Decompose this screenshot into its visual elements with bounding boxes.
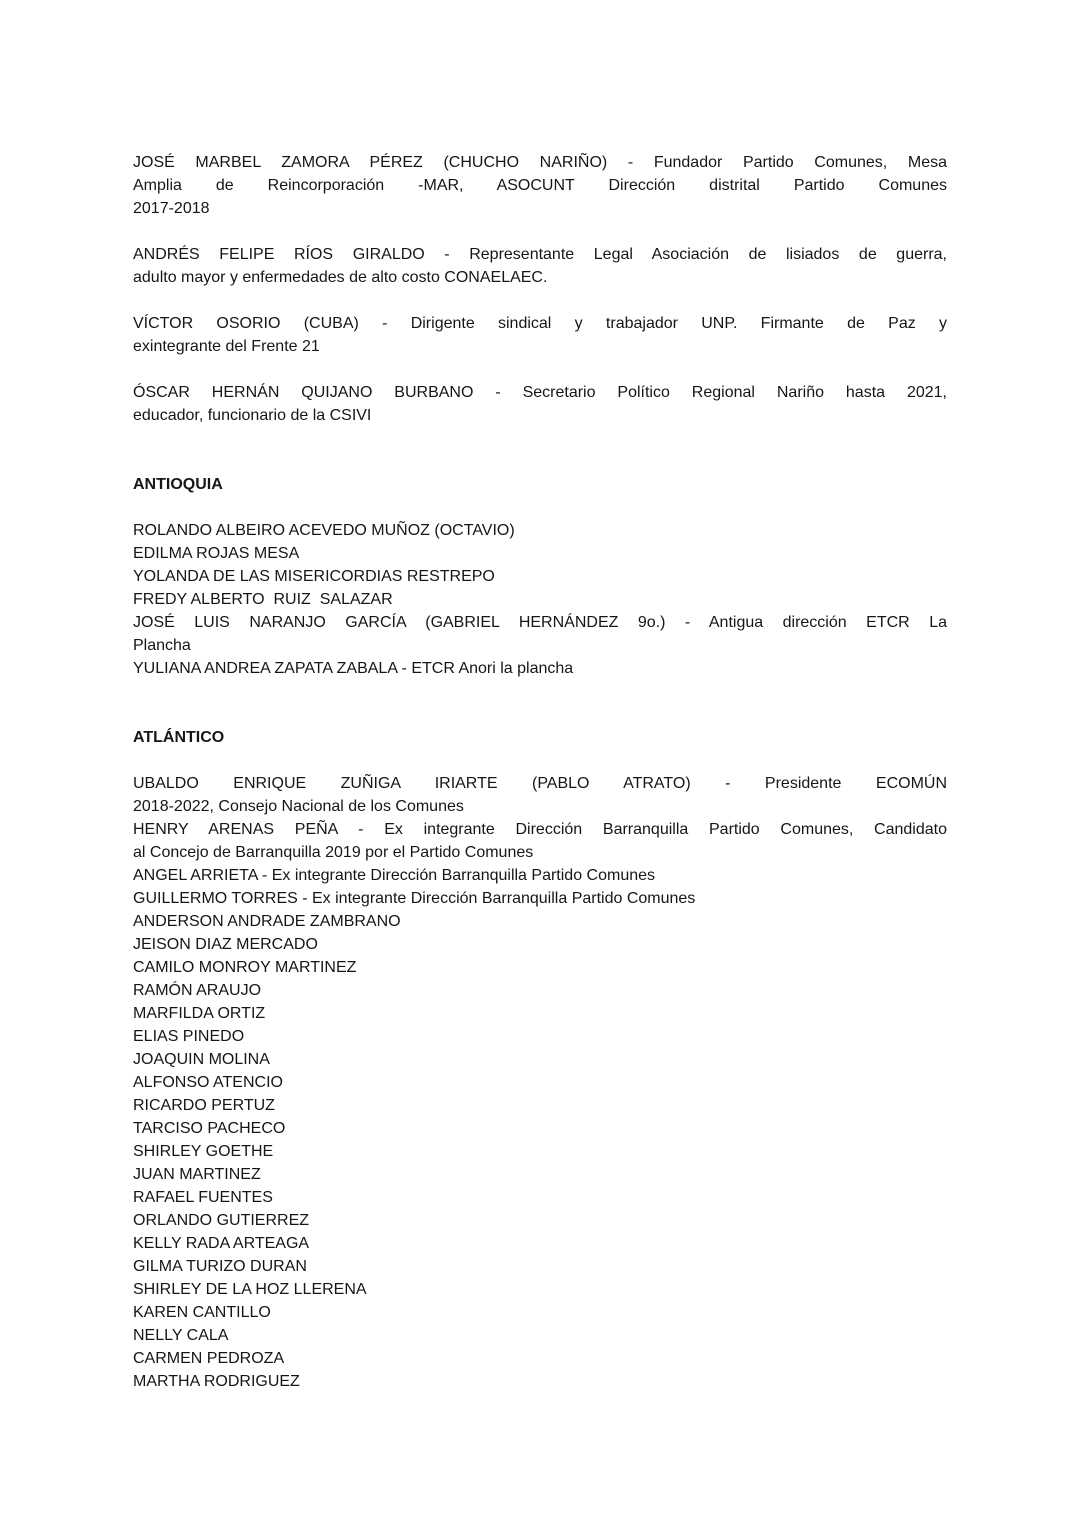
name-line: JOAQUIN MOLINA <box>133 1051 270 1068</box>
name-line: TARCISO PACHECO <box>133 1120 286 1137</box>
text-line: educador, funcionario de la CSIVI <box>133 407 372 424</box>
name-line: GILMA TURIZO DURAN <box>133 1258 307 1275</box>
name-line: 2018-2022, Consejo Nacional de los Comunes <box>133 798 464 815</box>
name-line: JUAN MARTINEZ <box>133 1166 261 1183</box>
name-line: UBALDO ENRIQUE ZUÑIGA IRIARTE (PABLO ATRATO) - Presidente ECOMÚN <box>133 775 947 792</box>
name-line: ROLANDO ALBEIRO ACEVEDO MUÑOZ (OCTAVIO) <box>133 522 515 539</box>
name-list-atlantico <box>133 772 947 1393</box>
name-line: MARFILDA ORTIZ <box>133 1005 266 1022</box>
name-line: HENRY ARENAS PEÑA - Ex integrante Dirección Barranquilla Partido Comunes, Candidato <box>133 821 947 838</box>
name-line: ORLANDO GUTIERREZ <box>133 1212 310 1229</box>
name-line: FREDY ALBERTO RUIZ SALAZAR <box>133 591 393 608</box>
name-line: YOLANDA DE LAS MISERICORDIAS RESTREPO <box>133 568 495 585</box>
paragraph-jose-marbel <box>133 151 947 220</box>
paragraph-andres-felipe <box>133 243 947 289</box>
name-line: ANGEL ARRIETA - Ex integrante Dirección Barranquilla Partido Comunes <box>133 867 656 884</box>
text-line: VÍCTOR OSORIO (CUBA) - Dirigente sindical y trabajador UNP. Firmante de Paz y <box>133 315 947 332</box>
name-line: GUILLERMO TORRES - Ex integrante Dirección Barranquilla Partido Comunes <box>133 890 696 907</box>
text-line: Amplia de Reincorporación -MAR, ASOCUNT Dirección distrital Partido Comunes <box>133 177 947 194</box>
text-line: ÓSCAR HERNÁN QUIJANO BURBANO - Secretario Político Regional Nariño hasta 2021, <box>133 384 947 401</box>
text-line: ANDRÉS FELIPE RÍOS GIRALDO - Representante Legal Asociación de lisiados de guerra, <box>133 246 947 263</box>
name-line: Plancha <box>133 637 191 654</box>
name-list-antioquia <box>133 519 947 680</box>
name-line: ALFONSO ATENCIO <box>133 1074 283 1091</box>
name-line: RAMÓN ARAUJO <box>133 982 262 999</box>
name-line: ANDERSON ANDRADE ZAMBRANO <box>133 913 401 930</box>
name-line: YULIANA ANDREA ZAPATA ZABALA - ETCR Anori la plancha <box>133 660 574 677</box>
name-line: SHIRLEY DE LA HOZ LLERENA <box>133 1281 367 1298</box>
name-line: JEISON DIAZ MERCADO <box>133 936 318 953</box>
name-line: CARMEN PEDROZA <box>133 1350 285 1367</box>
name-line: KAREN CANTILLO <box>133 1304 271 1321</box>
text-line: adulto mayor y enfermedades de alto costo CONAELAEC. <box>133 269 548 286</box>
name-line: al Concejo de Barranquilla 2019 por el Partido Comunes <box>133 844 534 861</box>
name-line: MARTHA RODRIGUEZ <box>133 1373 300 1390</box>
text-line: JOSÉ MARBEL ZAMORA PÉREZ (CHUCHO NARIÑO) - Fundador Partido Comunes, Mesa <box>133 154 947 171</box>
text-line: exintegrante del Frente 21 <box>133 338 320 355</box>
section-heading-atlantico: ATLÁNTICO <box>133 729 225 746</box>
text-line: 2017-2018 <box>133 200 210 217</box>
name-line: RICARDO PERTUZ <box>133 1097 275 1114</box>
section-heading-antioquia: ANTIOQUIA <box>133 476 223 493</box>
name-line: KELLY RADA ARTEAGA <box>133 1235 310 1252</box>
name-line: NELLY CALA <box>133 1327 229 1344</box>
name-line: EDILMA ROJAS MESA <box>133 545 300 562</box>
name-line: ELIAS PINEDO <box>133 1028 245 1045</box>
name-line: CAMILO MONROY MARTINEZ <box>133 959 357 976</box>
name-line: SHIRLEY GOETHE <box>133 1143 274 1160</box>
paragraph-victor-osorio <box>133 312 947 358</box>
name-line: RAFAEL FUENTES <box>133 1189 273 1206</box>
name-line: JOSÉ LUIS NARANJO GARCÍA (GABRIEL HERNÁNDEZ 9o.) - Antigua dirección ETCR La <box>133 614 947 631</box>
paragraph-oscar-hernan <box>133 381 947 427</box>
